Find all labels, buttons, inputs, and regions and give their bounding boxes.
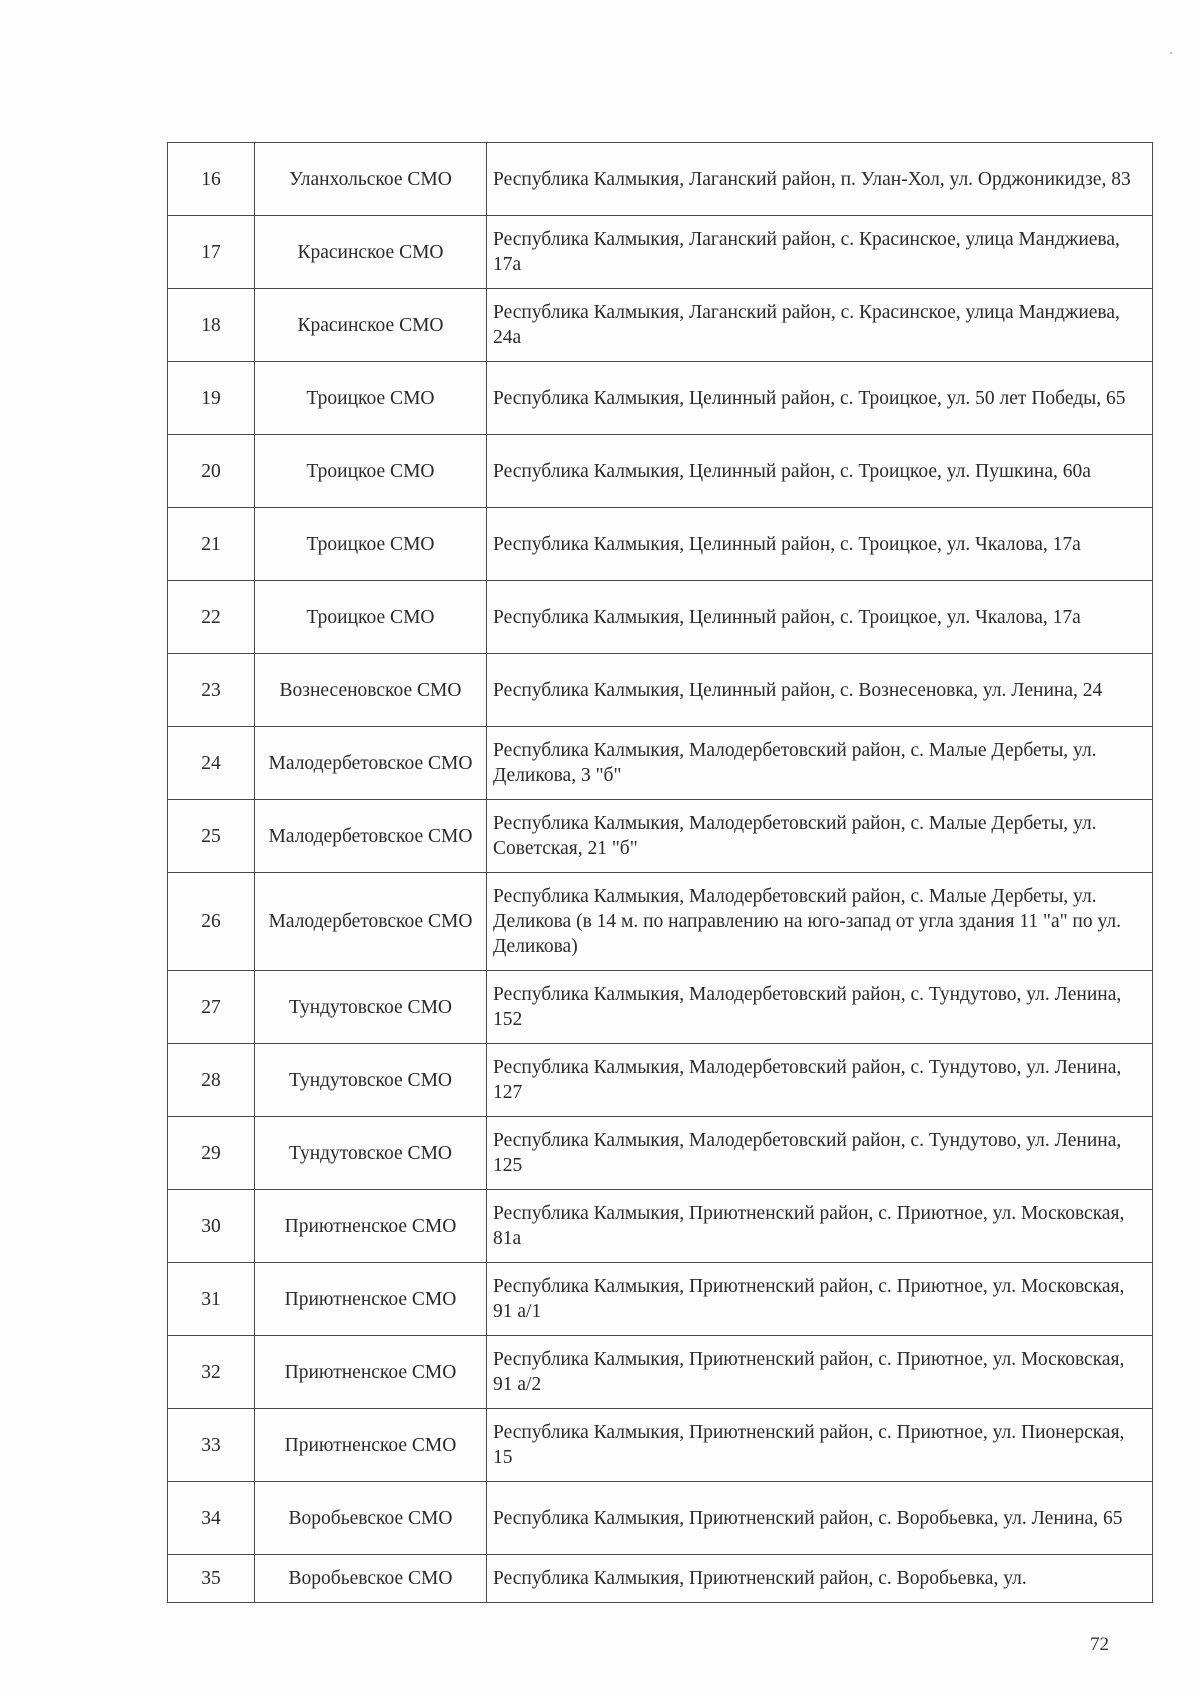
table-row xyxy=(168,971,1153,1044)
table-row xyxy=(168,1044,1153,1117)
address-text: Республика Калмыкия, Малодербетовский район, с. Тундутово, ул. Ленина, 152 xyxy=(487,971,1153,1044)
municipality-name: Уланхольское СМО xyxy=(255,143,487,216)
table-row xyxy=(168,362,1153,435)
address-text: Республика Калмыкия, Лаганский район, п. Улан-Хол, ул. Орджоникидзе, 83 xyxy=(487,143,1153,216)
address-text: Республика Калмыкия, Малодербетовский район, с. Малые Дербеты, ул. Советская, 21 "б" xyxy=(487,800,1153,873)
table-row xyxy=(168,800,1153,873)
address-text: Республика Калмыкия, Целинный район, с. Троицкое, ул. Чкалова, 17а xyxy=(487,508,1153,581)
municipality-name: Воробьевское СМО xyxy=(255,1555,487,1603)
municipality-name: Приютненское СМО xyxy=(255,1263,487,1336)
municipality-name: Красинское СМО xyxy=(255,216,487,289)
table-row xyxy=(168,508,1153,581)
row-number: 19 xyxy=(168,362,255,435)
row-number: 26 xyxy=(168,873,255,971)
address-text: Республика Калмыкия, Приютненский район, с. Приютное, ул. Пионерская, 15 xyxy=(487,1409,1153,1482)
address-text: Республика Калмыкия, Целинный район, с. Троицкое, ул. 50 лет Победы, 65 xyxy=(487,362,1153,435)
municipality-name: Троицкое СМО xyxy=(255,508,487,581)
row-number: 30 xyxy=(168,1190,255,1263)
row-number: 18 xyxy=(168,289,255,362)
table-row xyxy=(168,1117,1153,1190)
table-row xyxy=(168,143,1153,216)
address-text: Республика Калмыкия, Малодербетовский район, с. Малые Дербеты, ул. Деликова (в 14 м. по направлению на юго-запад от угла здания 11 "а" по ул. Деликова) xyxy=(487,873,1153,971)
municipality-name: Малодербетовское СМО xyxy=(255,873,487,971)
table-row xyxy=(168,289,1153,362)
municipality-name: Тундутовское СМО xyxy=(255,971,487,1044)
table-row xyxy=(168,581,1153,654)
row-number: 20 xyxy=(168,435,255,508)
address-text: Республика Калмыкия, Целинный район, с. Троицкое, ул. Чкалова, 17а xyxy=(487,581,1153,654)
row-number: 16 xyxy=(168,143,255,216)
municipality-name: Троицкое СМО xyxy=(255,581,487,654)
table-row xyxy=(168,1409,1153,1482)
municipality-name: Троицкое СМО xyxy=(255,435,487,508)
row-number: 31 xyxy=(168,1263,255,1336)
municipality-name: Воробьевское СМО xyxy=(255,1482,487,1555)
row-number: 25 xyxy=(168,800,255,873)
address-text: Республика Калмыкия, Малодербетовский район, с. Малые Дербеты, ул. Деликова, 3 "б" xyxy=(487,727,1153,800)
municipality-name: Тундутовское СМО xyxy=(255,1044,487,1117)
municipality-name: Красинское СМО xyxy=(255,289,487,362)
address-text: Республика Калмыкия, Приютненский район, с. Воробьевка, ул. xyxy=(487,1555,1153,1603)
table-row xyxy=(168,1190,1153,1263)
address-text: Республика Калмыкия, Малодербетовский район, с. Тундутово, ул. Ленина, 125 xyxy=(487,1117,1153,1190)
address-text: Республика Калмыкия, Приютненский район, с. Приютное, ул. Московская, 91 а/2 xyxy=(487,1336,1153,1409)
polling-address-table xyxy=(167,142,1153,1603)
table-row xyxy=(168,654,1153,727)
municipality-name: Малодербетовское СМО xyxy=(255,727,487,800)
scan-speck xyxy=(1170,52,1172,54)
row-number: 21 xyxy=(168,508,255,581)
municipality-name: Троицкое СМО xyxy=(255,362,487,435)
row-number: 32 xyxy=(168,1336,255,1409)
row-number: 17 xyxy=(168,216,255,289)
row-number: 22 xyxy=(168,581,255,654)
row-number: 27 xyxy=(168,971,255,1044)
municipality-name: Приютненское СМО xyxy=(255,1190,487,1263)
address-text: Республика Калмыкия, Целинный район, с. Троицкое, ул. Пушкина, 60а xyxy=(487,435,1153,508)
page-number: 72 xyxy=(1090,1634,1109,1655)
municipality-name: Малодербетовское СМО xyxy=(255,800,487,873)
address-text: Республика Калмыкия, Лаганский район, с. Красинское, улица Манджиева, 17а xyxy=(487,216,1153,289)
row-number: 24 xyxy=(168,727,255,800)
row-number: 34 xyxy=(168,1482,255,1555)
municipality-name: Вознесеновское СМО xyxy=(255,654,487,727)
address-text: Республика Калмыкия, Приютненский район, с. Приютное, ул. Московская, 81а xyxy=(487,1190,1153,1263)
table-body xyxy=(168,143,1153,1603)
table-row xyxy=(168,1263,1153,1336)
municipality-name: Приютненское СМО xyxy=(255,1336,487,1409)
row-number: 28 xyxy=(168,1044,255,1117)
address-text: Республика Калмыкия, Лаганский район, с. Красинское, улица Манджиева, 24а xyxy=(487,289,1153,362)
address-text: Республика Калмыкия, Малодербетовский район, с. Тундутово, ул. Ленина, 127 xyxy=(487,1044,1153,1117)
address-text: Республика Калмыкия, Приютненский район, с. Приютное, ул. Московская, 91 а/1 xyxy=(487,1263,1153,1336)
table-row xyxy=(168,873,1153,971)
table-row xyxy=(168,1336,1153,1409)
row-number: 35 xyxy=(168,1555,255,1603)
table-row xyxy=(168,435,1153,508)
table-row xyxy=(168,1555,1153,1603)
municipality-name: Тундутовское СМО xyxy=(255,1117,487,1190)
table-row xyxy=(168,216,1153,289)
municipality-name: Приютненское СМО xyxy=(255,1409,487,1482)
row-number: 29 xyxy=(168,1117,255,1190)
address-text: Республика Калмыкия, Целинный район, с. Вознесеновка, ул. Ленина, 24 xyxy=(487,654,1153,727)
row-number: 23 xyxy=(168,654,255,727)
row-number: 33 xyxy=(168,1409,255,1482)
table-row xyxy=(168,727,1153,800)
table-row xyxy=(168,1482,1153,1555)
address-text: Республика Калмыкия, Приютненский район, с. Воробьевка, ул. Ленина, 65 xyxy=(487,1482,1153,1555)
